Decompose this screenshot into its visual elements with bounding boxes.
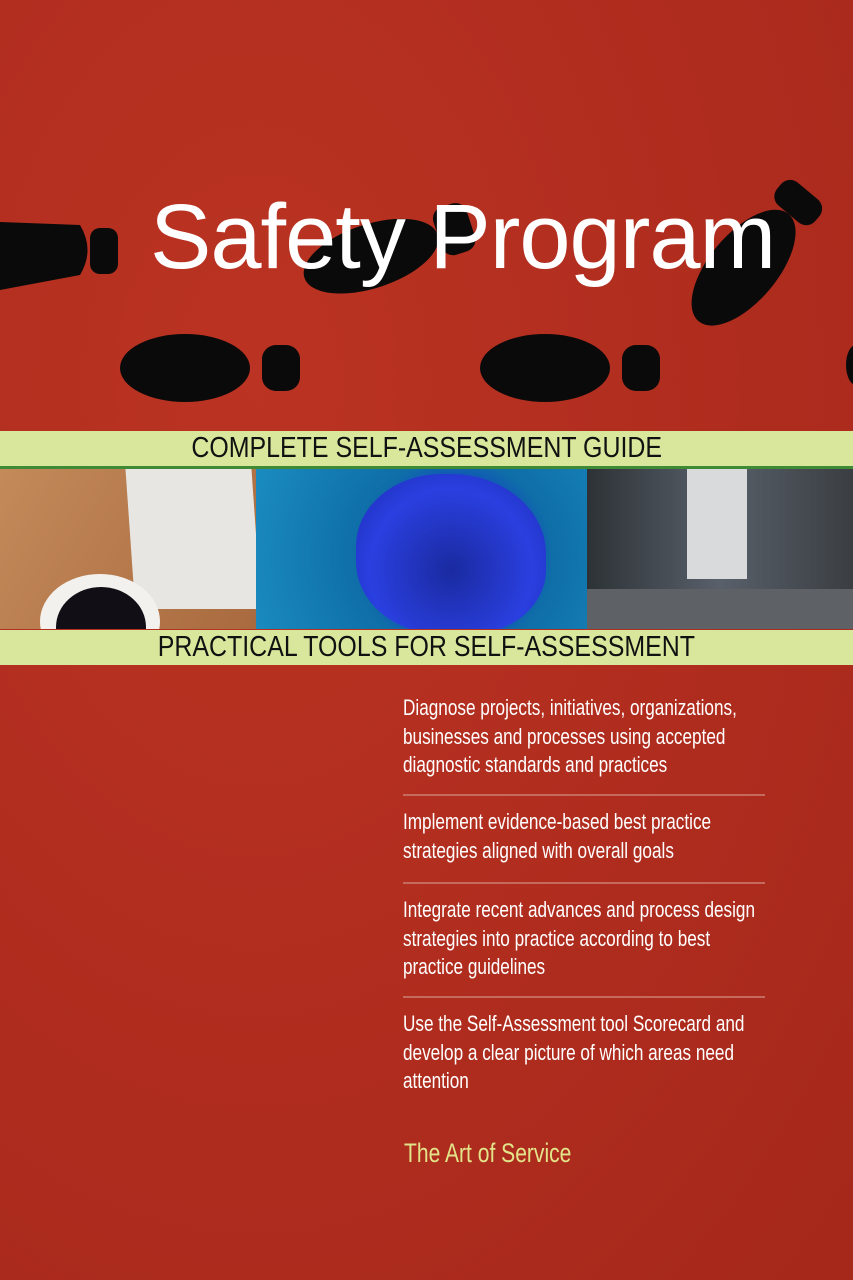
footprint-icon: [0, 222, 118, 290]
bottom-band: [0, 630, 853, 665]
feature-item: Diagnose projects, initiatives, organizations, businesses and processes using accepted diagnostic standards and practices: [403, 695, 737, 777]
top-band-text: COMPLETE SELF-ASSESSMENT GUIDE: [191, 432, 662, 464]
book-title: Safety Program: [150, 186, 776, 288]
divider: [403, 996, 765, 998]
footprint-icon: [120, 334, 300, 402]
feature-list: [403, 694, 765, 1096]
top-band: [0, 431, 853, 469]
footprint-icon: [480, 334, 660, 402]
photo-city-street: [587, 469, 853, 629]
feature-item: Implement evidence-based best practice strategies aligned with overall goals: [403, 809, 712, 863]
photo-blue-rose: [256, 469, 587, 629]
footprint-icon: [846, 345, 853, 385]
feature-item: Integrate recent advances and process design strategies into practice according to best practice guidelines: [403, 897, 756, 979]
publisher-name: The Art of Service: [404, 1138, 572, 1168]
divider: [403, 882, 765, 884]
bottom-band-text: PRACTICAL TOOLS FOR SELF-ASSESSMENT: [157, 631, 696, 663]
feature-item: Use the Self-Assessment tool Scorecard and develop a clear picture of which areas need attention: [403, 1011, 745, 1093]
photo-coffee-laptop: [0, 469, 256, 629]
divider: [403, 794, 765, 796]
photo-strip: [0, 469, 853, 629]
